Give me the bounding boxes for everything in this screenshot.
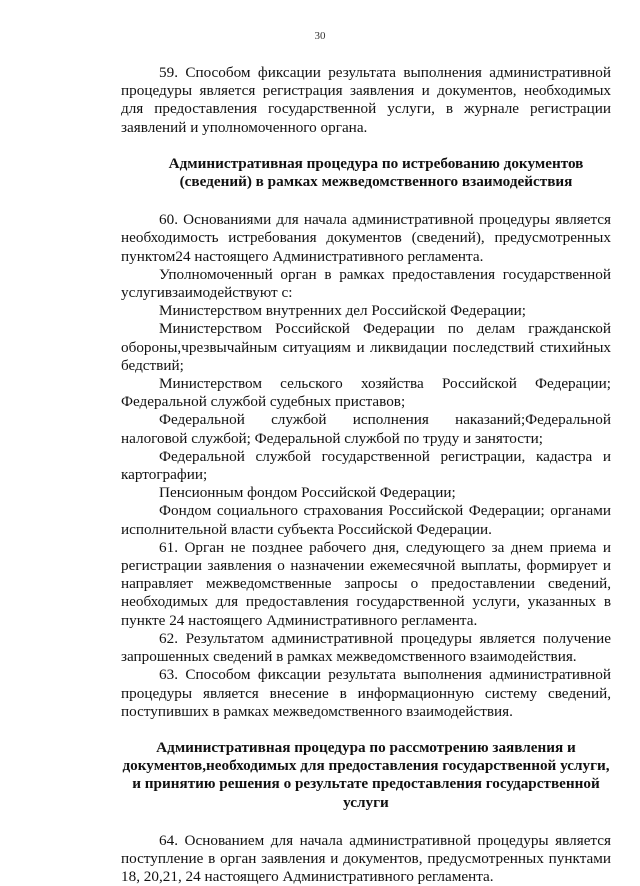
paragraph-64: 64. Основанием для начала административной процедуры является поступление в орган заявления и документов, предусмотренных пунктами 18, 20,21, 24 настоящего Административного регламента. — [121, 831, 611, 886]
list-item: Фондом социального страхования Российской Федерации; органами исполнительной власти субъекта Российской Федерации. — [121, 502, 611, 538]
paragraph-62: 62. Результатом административной процедуры является получение запрошенных сведений в рамках межведомственного взаимодействия. — [121, 629, 611, 666]
section-heading-review: Административная процедура по рассмотрению заявления и документов,необходимых для предоставления государственной услуги, и принятию решения о результате предоставления государственной услуги — [122, 738, 610, 811]
section-heading-interagency: Административная процедура по истребованию документов (сведений) в рамках межведомственного взаимодействия — [168, 154, 584, 191]
page-number: 30 — [314, 30, 326, 42]
list-item: Федеральной службой государственной регистрации, кадастра и картографии; — [121, 447, 611, 484]
list-item: Федеральной службой исполнения наказаний;Федеральной налоговой службой; Федеральной службой по труду и занятости; — [121, 411, 611, 447]
paragraph-60-intro: Уполномоченный орган в рамках предоставления государственной услугивзаимодействуют с: — [121, 265, 611, 302]
page-content — [121, 64, 611, 886]
list-item: Министерством внутренних дел Российской Федерации; — [159, 302, 527, 320]
paragraph-59: 59. Способом фиксации результата выполнения административной процедуры является регистрация заявления и документов, необходимых для предоставления государственной услуги, в журнале регистрации заявлений и уполномоченного органа. — [121, 64, 611, 136]
paragraph-60: 60. Основаниями для начала административной процедуры является необходимость истребования документов (сведений), предусмотренных пунктом24 настоящего Административного регламента. — [121, 211, 611, 265]
list-item: Пенсионным фондом Российской Федерации; — [159, 484, 456, 502]
paragraph-61: 61. Орган не позднее рабочего дня, следующего за днем приема и регистрации заявления о назначении ежемесячной выплаты, формирует и направляет межведомственные запросы о предоставлении сведений, необходимых для предоставления государственной услуги, указанных в пункте 24 настоящего Административного регламента. — [121, 538, 611, 629]
list-item: Министерством Российской Федерации по делам гражданской обороны,чрезвычайным ситуациям и ликвидации последствий стихийных бедствий; — [121, 320, 611, 374]
paragraph-63: 63. Способом фиксации результата выполнения административной процедуры является внесение в информационную систему сведений, поступивших в рамках межведомственного взаимодействия. — [121, 666, 611, 720]
list-item: Министерством сельского хозяйства Российской Федерации; Федеральной службой судебных приставов; — [121, 375, 611, 411]
